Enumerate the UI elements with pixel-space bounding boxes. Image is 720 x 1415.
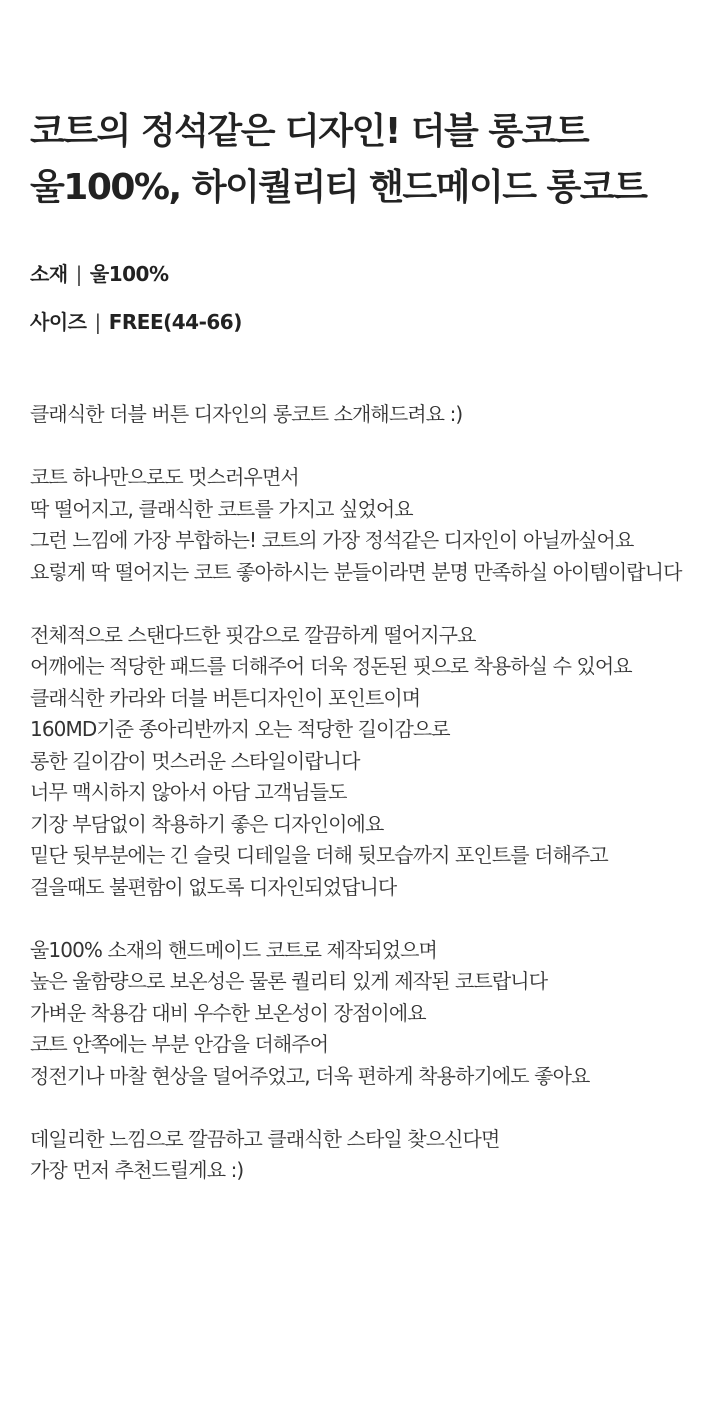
description-paragraph-4 bbox=[30, 1124, 720, 1187]
description-line: 가벼운 착용감 대비 우수한 보온성이 장점이에요 bbox=[30, 1000, 426, 1025]
description-line: 너무 맥시하지 않아서 아담 고객님들도 bbox=[30, 780, 347, 804]
description-line: 데일리한 느낌으로 깔끔하고 클래식한 스타일 찾으신다면 bbox=[30, 1126, 500, 1151]
description-line: 어깨에는 적당한 패드를 더해주어 더욱 정돈된 핏으로 착용하실 수 있어요 bbox=[30, 654, 632, 678]
description-line: 클래식한 카라와 더블 버튼디자인이 포인트이며 bbox=[30, 685, 421, 710]
description-line: 걸을때도 불편함이 없도록 디자인되었답니다 bbox=[30, 874, 397, 899]
spec-size-value: FREE(44-66) bbox=[108, 310, 242, 334]
product-description bbox=[30, 399, 720, 1218]
description-line: 요렇게 딱 떨어지는 코트 좋아하시는 분들이라면 분명 만족하실 아이템이랍니다 bbox=[30, 559, 682, 584]
description-line: 코트 안쪽에는 부분 안감을 더해주어 bbox=[30, 1032, 329, 1056]
spec-size-label: 사이즈 bbox=[30, 310, 87, 334]
spec-material-value: 울100% bbox=[89, 262, 169, 286]
description-line: 전체적으로 스탠다드한 핏감으로 깔끔하게 떨어지구요 bbox=[30, 622, 476, 647]
description-paragraph-1 bbox=[30, 462, 720, 588]
description-line: 높은 울함량으로 보온성은 물론 퀄리티 있게 제작된 코트랍니다 bbox=[30, 969, 548, 993]
description-intro bbox=[30, 399, 720, 431]
product-title-line-1: 코트의 정석같은 디자인! 더블 롱코트 bbox=[30, 111, 589, 152]
spec-size bbox=[30, 308, 242, 336]
description-line: 정전기나 마찰 현상을 덜어주었고, 더욱 편하게 착용하기에도 좋아요 bbox=[30, 1063, 590, 1088]
spec-separator: | bbox=[94, 310, 101, 334]
spec-separator: | bbox=[75, 262, 82, 286]
description-line: 코트 하나만으로도 멋스러우면서 bbox=[30, 465, 299, 489]
spec-material bbox=[30, 260, 169, 288]
description-line: 딱 떨어지고, 클래식한 코트를 가지고 싶었어요 bbox=[30, 496, 413, 521]
product-title-line-2: 울100%, 하이퀄리티 핸드메이드 롱코트 bbox=[30, 167, 647, 208]
description-line: 그런 느낌에 가장 부합하는! 코트의 가장 정석같은 디자인이 아닐까싶어요 bbox=[30, 528, 634, 552]
description-line: 밑단 뒷부분에는 긴 슬릿 디테일을 더해 뒷모습까지 포인트를 더해주고 bbox=[30, 843, 608, 867]
description-line: 가장 먼저 추천드릴게요 :) bbox=[30, 1158, 244, 1182]
description-line: 클래식한 더블 버튼 디자인의 롱코트 소개해드려요 :) bbox=[30, 402, 463, 426]
spec-material-label: 소재 bbox=[30, 262, 68, 286]
description-line: 160MD기준 종아리반까지 오는 적당한 길이감으로 bbox=[30, 717, 450, 741]
description-line: 롱한 길이감이 멋스러운 스타일이랍니다 bbox=[30, 748, 360, 773]
description-line: 울100% 소재의 핸드메이드 코트로 제작되었으며 bbox=[30, 937, 437, 962]
description-paragraph-2 bbox=[30, 620, 720, 904]
description-line: 기장 부담없이 착용하기 좋은 디자인이에요 bbox=[30, 811, 384, 836]
description-paragraph-3 bbox=[30, 935, 720, 1093]
product-title bbox=[30, 104, 646, 216]
